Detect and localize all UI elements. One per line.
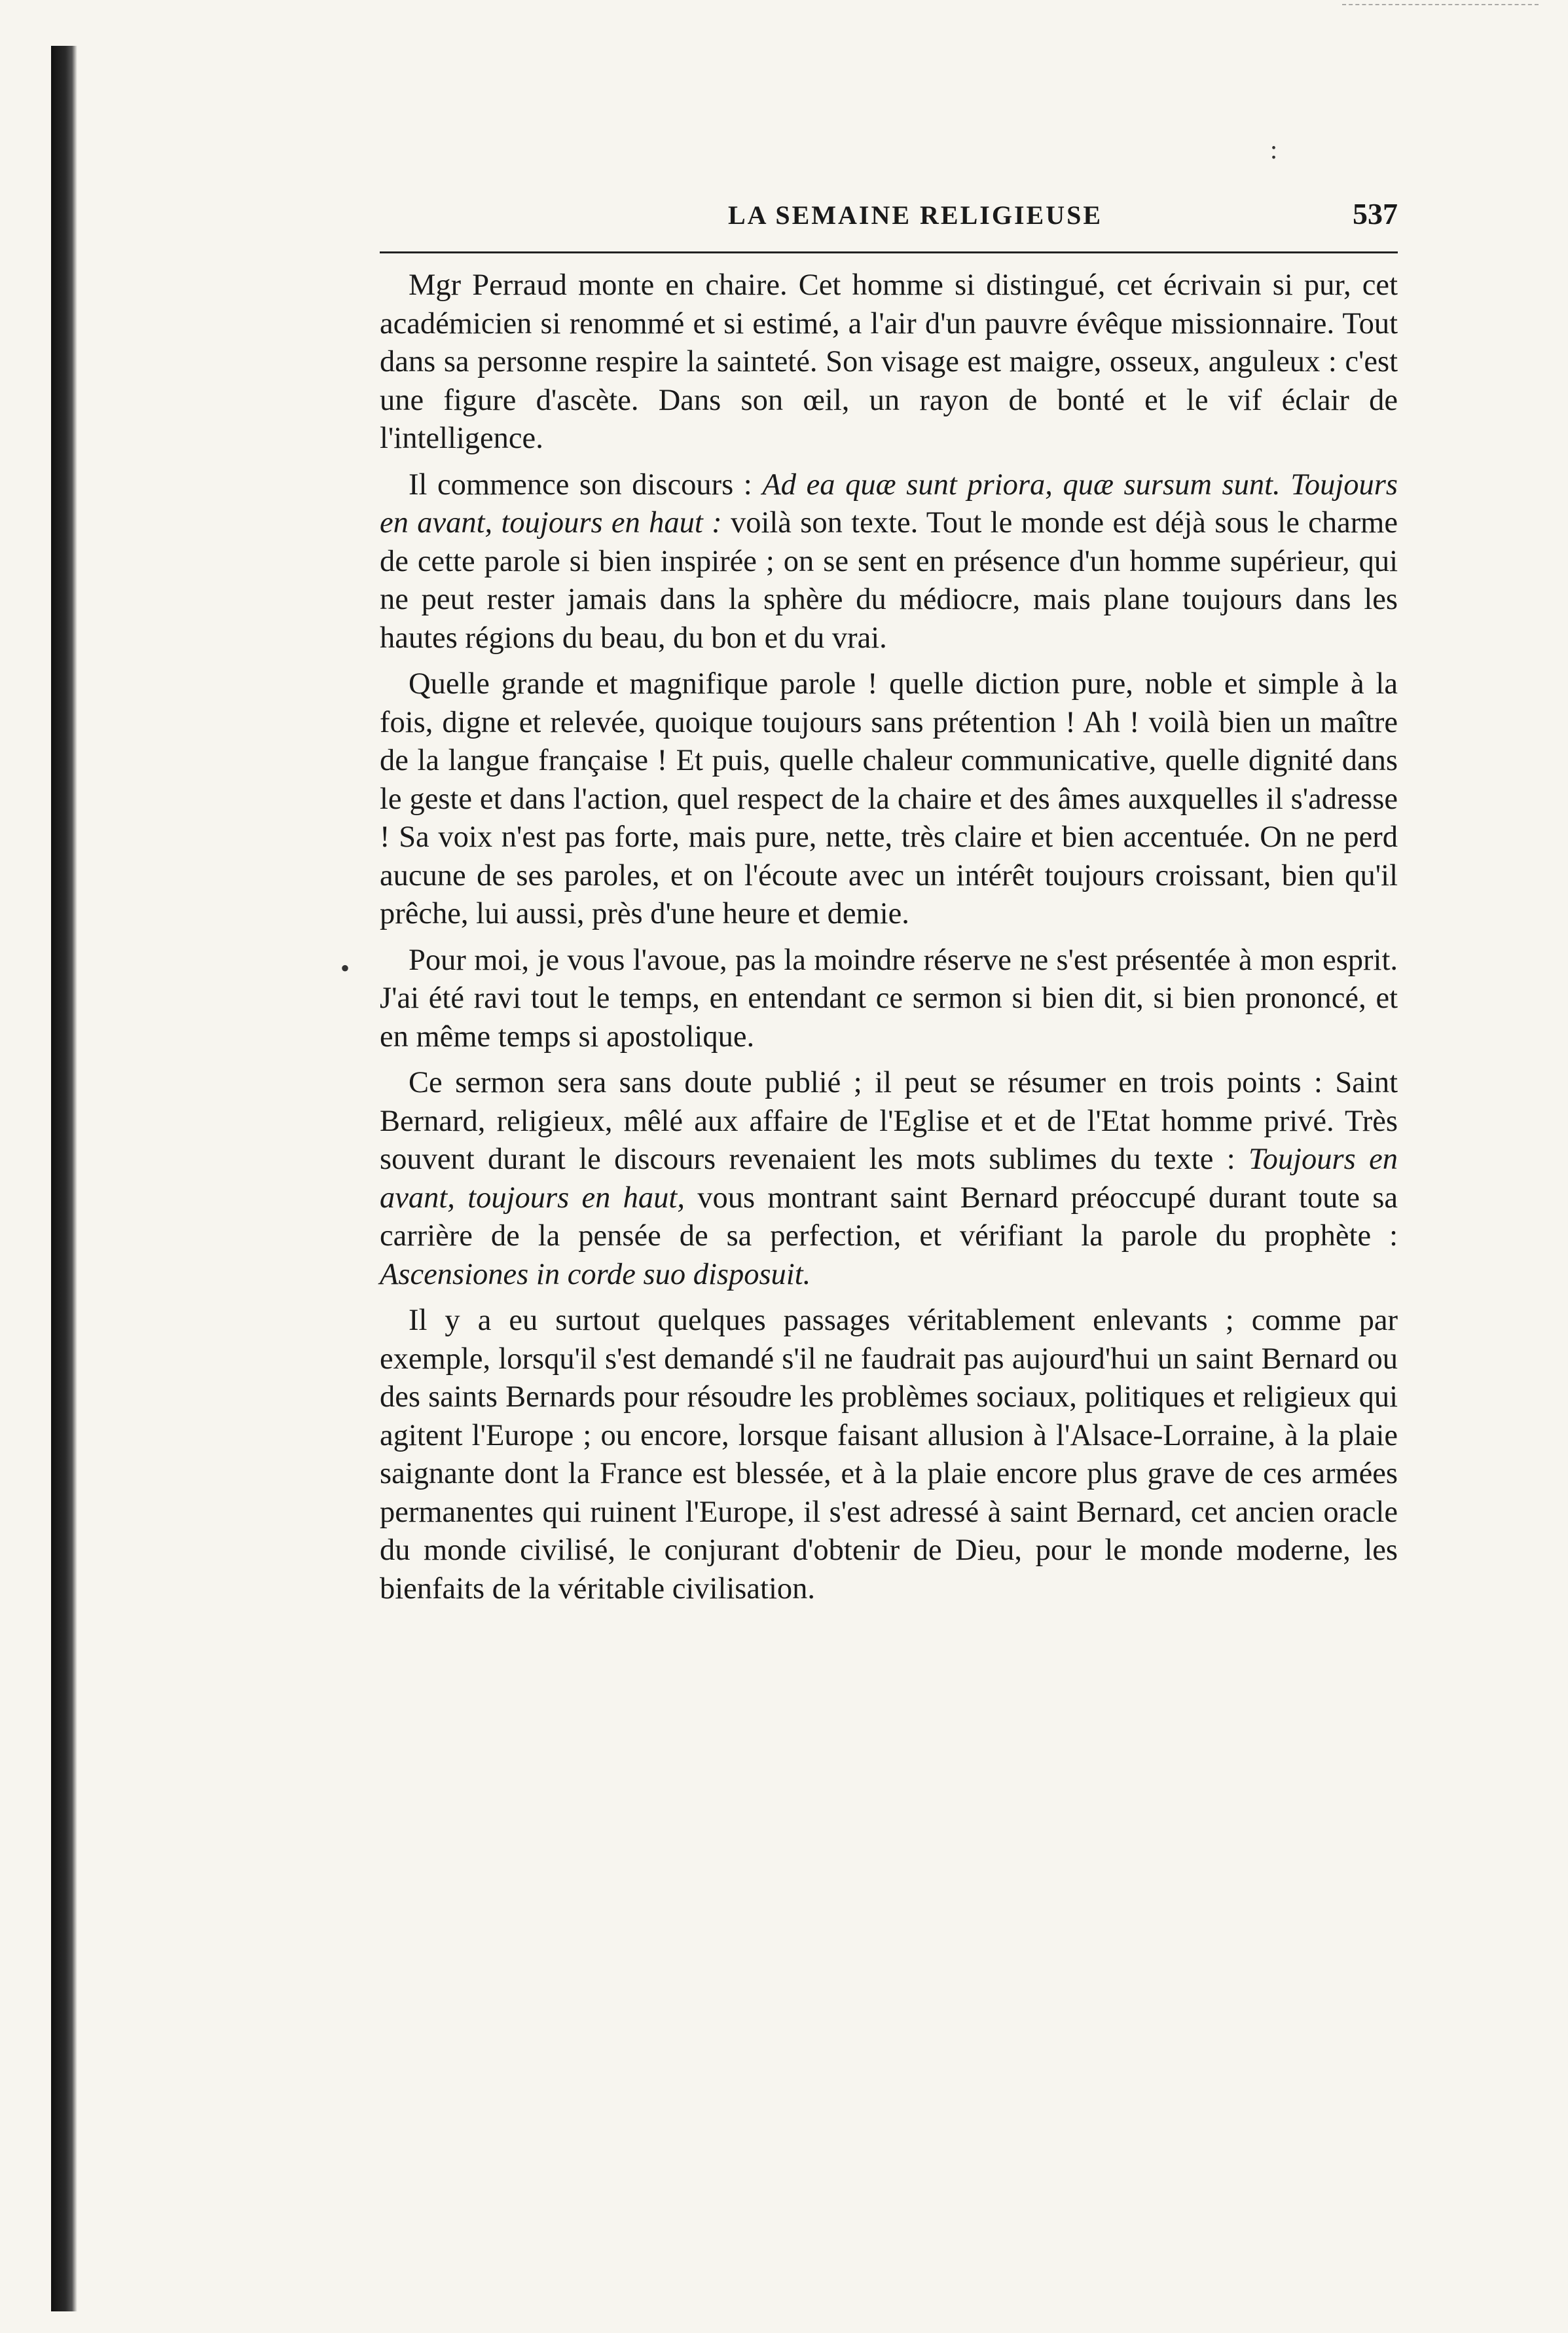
- binding-edge: [51, 46, 77, 2311]
- text-run: Quelle grande et magnifique parole ! quelle diction pure, noble et simple à la fois, digne et relevée, quoique toujours sans prétention ! Ah ! voilà bien un maître de la langue française ! Et puis, quelle chaleur communicative, quelle dignité dans le geste et dans l'action, quel respect de la chaire et des âmes auxquelles il s'adresse ! Sa voix n'est pas forte, mais pure, nette, très claire et bien accentuée. On ne perd aucune de ses paroles, et on l'écoute avec un intérêt toujours croissant, bien qu'il prêche, lui aussi, près d'une heure et demie.: [380, 667, 1398, 930]
- margin-mark: :: [1270, 135, 1278, 164]
- page-number: 537: [1353, 197, 1398, 230]
- book-page: [380, 196, 1398, 1616]
- paragraph: [380, 665, 1398, 934]
- header-rule: [380, 251, 1398, 253]
- text-run: Mgr Perraud monte en chaire. Cet homme si distingué, cet écrivain si pur, cet académicien si renommé et si estimé, a l'air d'un pauvre évêque missionnaire. Tout dans sa personne respire la sainteté. Son visage est maigre, osseux, anguleux : c'est une figure d'ascète. Dans son œil, un rayon de bonté et le vif éclair de l'intelligence.: [380, 268, 1398, 455]
- paragraph: [380, 1064, 1398, 1294]
- text-run: Il y a eu surtout quelques passages véritablement enlevants ; comme par exemple, lorsqu'il s'est demandé s'il ne faudrait pas aujourd'hui un saint Bernard ou des saints Bernards pour résoudre les problèmes sociaux, politiques et religieux qui agitent l'Europe ; ou encore, lorsque faisant allusion à l'Alsace-Lorraine, à la plaie saignante dont la France est blessée, et à la plaie encore plus grave de ces armées permanentes qui ruinent l'Europe, il s'est adressé à saint Bernard, cet ancien oracle du monde civilisé, le conjurant d'obtenir de Dieu, pour le monde moderne, les bienfaits de la véritable civilisation.: [380, 1304, 1398, 1606]
- body-text: [380, 266, 1398, 1608]
- page-header: [380, 196, 1398, 236]
- paragraph: [380, 1302, 1398, 1608]
- text-run: Pour moi, je vous l'avoue, pas la moindre réserve ne s'est présentée à mon esprit. J'ai été ravi tout le temps, en entendant ce sermon si bien dit, si bien prononcé, et en même temps si apostolique.: [380, 943, 1398, 1054]
- italic-text: Ascensiones in corde suo disposuit.: [380, 1257, 811, 1291]
- paragraph: [380, 942, 1398, 1057]
- text-run: Ce sermon sera sans doute publié ; il peut se résumer en trois points : Saint Bernard, religieux, mêlé aux affaire de l'Eglise et et de l'Etat homme privé. Très souvent durant le discours revenaient les mots sublimes du texte :: [380, 1066, 1398, 1176]
- text-run: Il commence son discours :: [409, 468, 763, 502]
- margin-mark: •: [340, 953, 350, 983]
- scan-mark: [1342, 4, 1539, 8]
- paragraph: [380, 266, 1398, 458]
- running-title: LA SEMAINE RELIGIEUSE: [727, 200, 1103, 230]
- italic-text: Toujours en avant, toujours en haut,: [380, 1143, 1398, 1215]
- italic-text: Ad ea quæ sunt priora, quæ sursum sunt. Toujours en avant, toujours en haut :: [380, 468, 1398, 540]
- text-run: voilà son texte. Tout le monde est déjà sous le charme de cette parole si bien inspirée ; on se sent en présence d'un homme supérieur, qui ne peut rester jamais dans la sphère du médiocre, mais plane toujours dans les hautes régions du beau, du bon et du vrai.: [380, 506, 1398, 655]
- text-run: vous montrant saint Bernard préoccupé durant toute sa carrière de la pensée de sa perfection, et vérifiant la parole du prophète :: [380, 1181, 1398, 1253]
- paragraph: [380, 466, 1398, 658]
